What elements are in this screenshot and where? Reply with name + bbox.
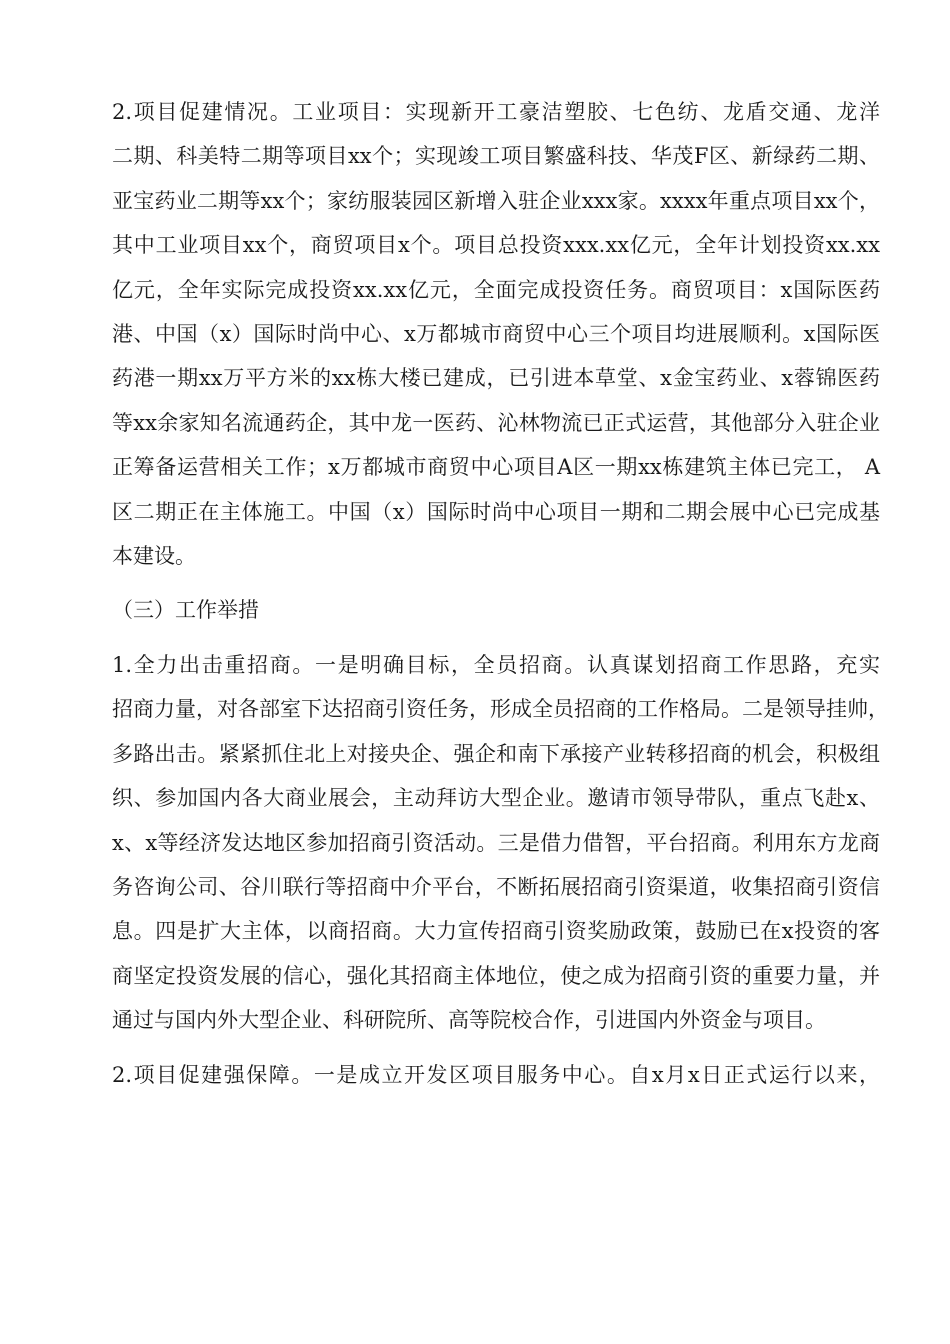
paragraph-project-progress xyxy=(70,90,880,578)
text-line: 招商力量，对各部室下达招商引资任务，形成全员招商的工作格局。二是领导挂帅， xyxy=(112,697,889,722)
text-line: 商坚定投资发展的信心，强化其招商主体地位，使之成为招商引资的重要力量，并 xyxy=(112,963,880,988)
text-line: 多路出击。紧紧抓住北上对接央企、强企和南下承接产业转移招商的机会，积极组 xyxy=(112,741,880,766)
text-line: 二期、科美特二期等项目xx个；实现竣工项目繁盛科技、华茂F区、新绿药二期、 xyxy=(112,144,880,169)
text-line: 2.项目促建情况。工业项目：实现新开工豪洁塑胶、七色纺、龙盾交通、龙洋 xyxy=(112,100,880,124)
text-line: 等xx余家知名流通药企，其中龙一医药、沁林物流已正式运营，其他部分入驻企业 xyxy=(112,410,880,435)
text-line: 1.全力出击重招商。一是明确目标，全员招商。认真谋划招商工作思路，充实 xyxy=(112,652,880,677)
text-line: 务咨询公司、谷川联行等招商中介平台，不断拓展招商引资渠道，收集招商引资信 xyxy=(112,874,880,899)
text-line: 正筹备运营相关工作；x万都城市商贸中心项目A区一期xx栋建筑主体已完工， A xyxy=(112,455,880,480)
text-line: 亚宝药业二期等xx个；家纺服装园区新增入驻企业xxx家。xxxx年重点项目xx个， xyxy=(112,188,880,213)
text-line: 港、中国（x）国际时尚中心、x万都城市商贸中心三个项目均进展顺利。x国际医 xyxy=(112,322,880,347)
text-line: 2.项目促建强保障。一是成立开发区项目服务中心。自x月x日正式运行以来， xyxy=(112,1062,880,1087)
text-line: 通过与国内外大型企业、科研院所、高等院校合作，引进国内外资金与项目。 xyxy=(112,1008,826,1033)
section-heading: （三）工作举措 xyxy=(112,598,259,623)
text-line: 本建设。 xyxy=(112,544,196,569)
paragraph-investment-attraction xyxy=(70,643,889,1043)
text-line: 织、参加国内各大商业展会，主动拜访大型企业。邀请市领导带队，重点飞赴x、 xyxy=(112,786,880,811)
text-line: x、x等经济发达地区参加招商引资活动。三是借力借智，平台招商。利用东方龙商 xyxy=(112,830,880,855)
text-line: 区二期正在主体施工。中国（x）国际时尚中心项目一期和二期会展中心已完成基 xyxy=(112,499,880,524)
text-line: 亿元，全年实际完成投资xx.xx亿元，全面完成投资任务。商贸项目：x国际医药 xyxy=(112,277,880,302)
document-body xyxy=(70,90,889,1107)
text-line: 其中工业项目xx个，商贸项目x个。项目总投资xxx.xx亿元，全年计划投资xx.xx xyxy=(112,233,880,258)
text-line: 息。四是扩大主体，以商招商。大力宣传招商引资奖励政策，鼓励已在x投资的客 xyxy=(112,919,880,944)
paragraph-project-guarantee xyxy=(70,1053,880,1097)
text-line: 药港一期xx万平方米的xx栋大楼已建成，已引进本草堂、x金宝药业、x蓉锦医药 xyxy=(112,366,880,391)
